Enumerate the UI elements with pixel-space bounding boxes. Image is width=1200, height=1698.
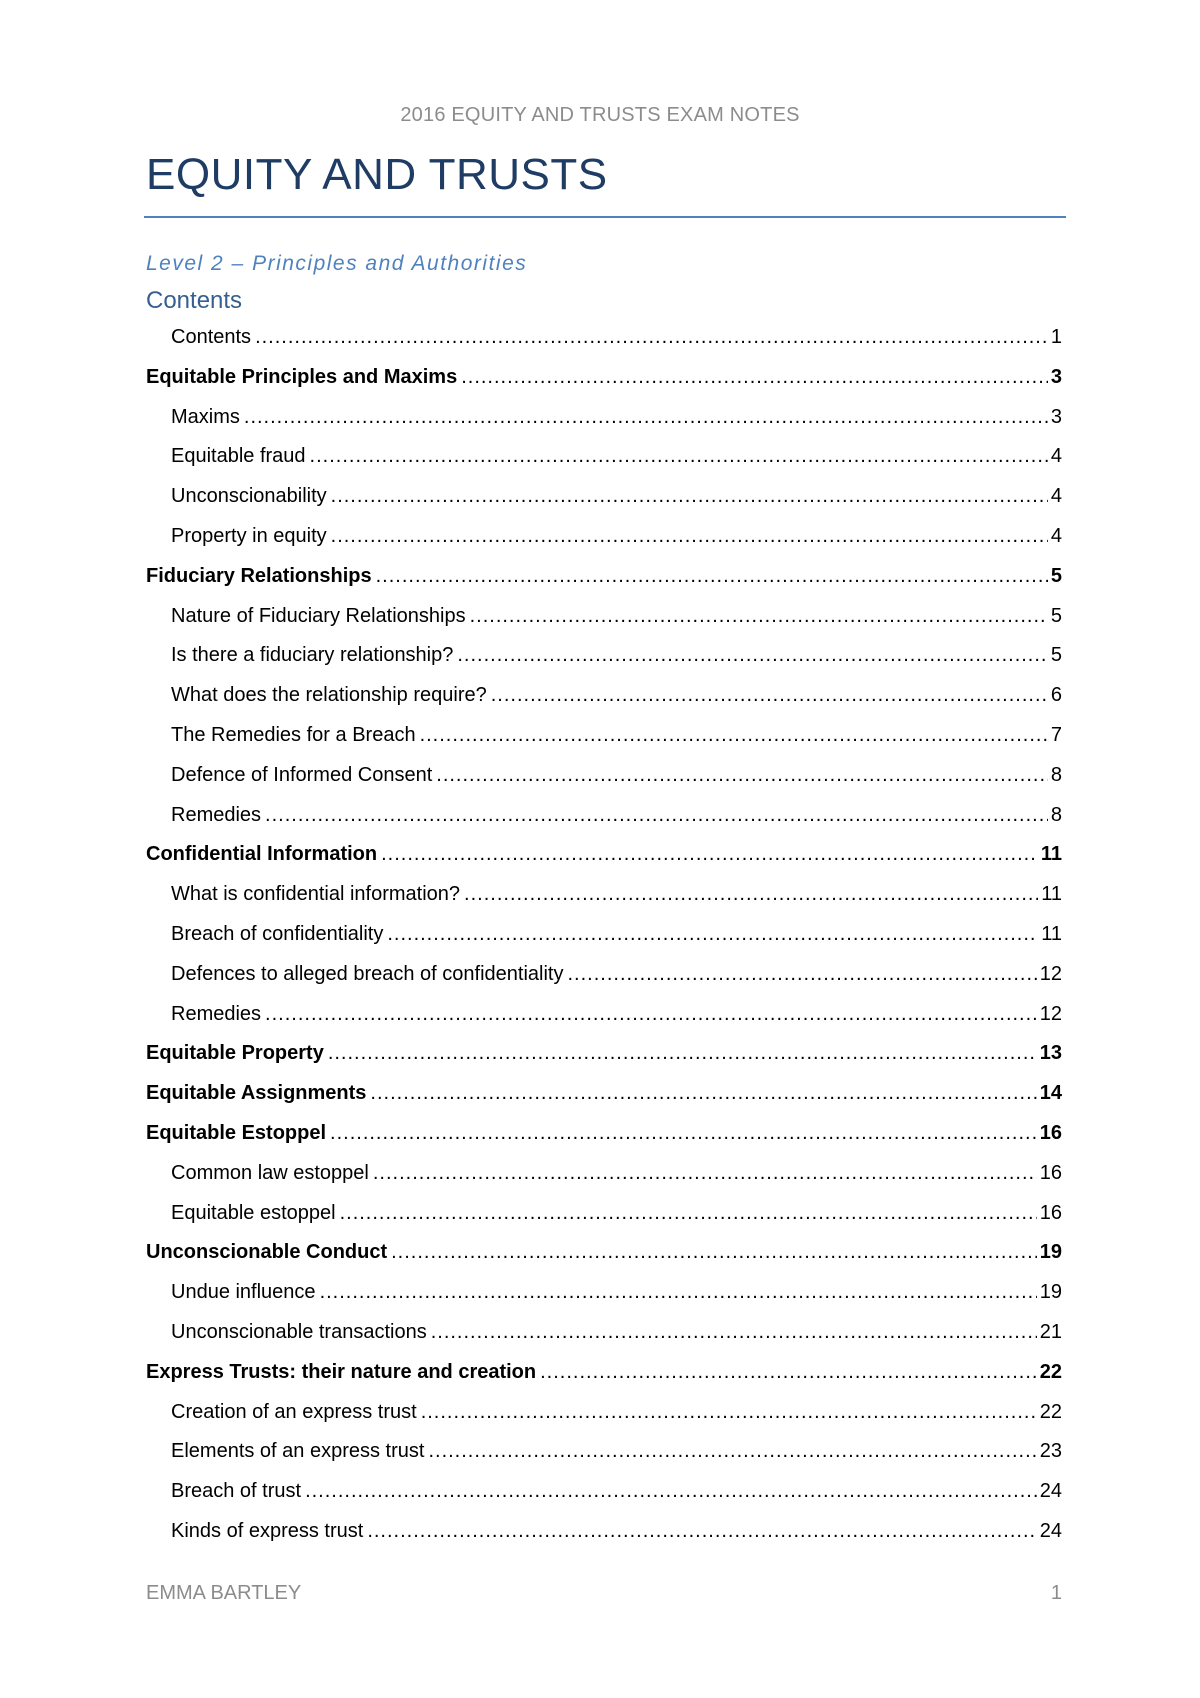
toc-entry-page-number[interactable]: 13 [1039, 1042, 1062, 1065]
toc-subsection-entry[interactable] [146, 517, 1062, 557]
toc-entry-label[interactable]: Elements of an express trust [171, 1440, 425, 1463]
toc-dot-leader [381, 835, 1038, 875]
toc-entry-label[interactable]: What does the relationship require? [171, 684, 487, 707]
toc-entry-page-number[interactable]: 16 [1039, 1121, 1062, 1144]
toc-entry-page-number[interactable]: 12 [1039, 1002, 1062, 1025]
toc-dot-leader [464, 875, 1038, 915]
toc-dot-leader [421, 1393, 1037, 1433]
toc-subsection-entry[interactable] [146, 1393, 1062, 1433]
toc-dot-leader [491, 676, 1048, 716]
toc-subsection-entry[interactable] [146, 676, 1062, 716]
document-subtitle: Level 2 – Principles and Authorities [146, 252, 528, 275]
toc-dot-leader [567, 955, 1036, 995]
toc-entry-page-number[interactable]: 24 [1039, 1519, 1062, 1542]
toc-entry-page-number[interactable]: 14 [1039, 1082, 1062, 1105]
toc-dot-leader [461, 358, 1048, 398]
toc-entry-label[interactable]: What is confidential information? [171, 883, 461, 906]
toc-entry-page-number[interactable]: 5 [1050, 644, 1062, 667]
toc-subsection-entry[interactable] [146, 1432, 1062, 1472]
toc-dot-leader [255, 318, 1048, 358]
toc-entry-label[interactable]: Remedies [171, 1002, 262, 1025]
toc-subsection-entry[interactable] [146, 1194, 1062, 1234]
toc-entry-page-number[interactable]: 11 [1041, 922, 1062, 945]
toc-dot-leader [387, 915, 1038, 955]
title-underline [144, 216, 1066, 218]
toc-entry-page-number[interactable]: 3 [1050, 365, 1062, 388]
toc-dot-leader [331, 477, 1048, 517]
toc-dot-leader [373, 1154, 1037, 1194]
toc-subsection-entry[interactable] [146, 955, 1062, 995]
toc-entry-label[interactable]: Undue influence [171, 1281, 316, 1304]
toc-entry-label[interactable]: Maxims [171, 405, 240, 428]
toc-heading: Contents [146, 287, 243, 314]
toc-entry-label[interactable]: Unconscionability [171, 485, 327, 508]
toc-entry-label[interactable]: Equitable Assignments [146, 1082, 367, 1105]
toc-section-entry[interactable] [146, 1114, 1062, 1154]
toc-entry-page-number[interactable]: 7 [1050, 723, 1062, 746]
toc-entry-page-number[interactable]: 4 [1050, 485, 1062, 508]
toc-entry-page-number[interactable]: 11 [1040, 843, 1062, 866]
toc-section-entry[interactable] [146, 1233, 1062, 1273]
toc-subsection-entry[interactable] [146, 437, 1062, 477]
footer-author: EMMA BARTLEY [146, 1582, 302, 1604]
toc-subsection-entry[interactable] [146, 1273, 1062, 1313]
toc-entry-page-number[interactable]: 22 [1039, 1400, 1062, 1423]
toc-entry-label[interactable]: Contents [171, 326, 252, 348]
toc-entry-label[interactable]: Breach of trust [171, 1480, 302, 1503]
toc-subsection-entry[interactable] [146, 995, 1062, 1035]
toc-entry-label[interactable]: Property in equity [171, 524, 327, 547]
toc-entry-label[interactable]: Unconscionable Conduct [146, 1241, 388, 1264]
toc-dot-leader [310, 437, 1048, 477]
toc-dot-leader [470, 597, 1048, 637]
toc-dot-leader [436, 756, 1048, 796]
toc-subsection-entry[interactable] [146, 875, 1062, 915]
toc-entry-label[interactable]: Breach of confidentiality [171, 922, 384, 945]
toc-entry-label[interactable]: Equitable Principles and Maxims [146, 365, 458, 388]
toc-entry-page-number[interactable]: 16 [1039, 1201, 1062, 1224]
toc-entry-label[interactable]: Express Trusts: their nature and creation [146, 1360, 537, 1383]
toc-section-entry[interactable] [146, 1034, 1062, 1074]
toc-subsection-entry[interactable] [146, 756, 1062, 796]
toc-subsection-entry[interactable] [146, 318, 1062, 358]
toc-dot-leader [376, 557, 1048, 597]
toc-entry-page-number[interactable]: 12 [1039, 962, 1062, 985]
table-of-contents [146, 318, 1062, 1552]
toc-dot-leader [265, 796, 1048, 836]
toc-dot-leader [540, 1353, 1037, 1393]
toc-section-entry[interactable] [146, 1353, 1062, 1393]
running-header: 2016 EQUITY AND TRUSTS EXAM NOTES [400, 104, 800, 126]
toc-entry-page-number[interactable]: 16 [1039, 1161, 1062, 1184]
toc-entry-label[interactable]: Unconscionable transactions [171, 1320, 427, 1343]
toc-subsection-entry[interactable] [146, 1472, 1062, 1512]
toc-entry-label[interactable]: Defence of Informed Consent [171, 763, 433, 786]
toc-entry-label[interactable]: Equitable fraud [171, 445, 306, 468]
toc-entry-page-number[interactable]: 6 [1050, 684, 1062, 707]
toc-subsection-entry[interactable] [146, 1512, 1062, 1552]
toc-entry-label[interactable]: Creation of an express trust [171, 1400, 417, 1423]
toc-subsection-entry[interactable] [146, 1313, 1062, 1353]
toc-section-entry[interactable] [146, 1074, 1062, 1114]
toc-entry-label[interactable]: Equitable estoppel [171, 1201, 336, 1224]
toc-entry-page-number[interactable]: 24 [1039, 1480, 1062, 1503]
toc-entry-page-number[interactable]: 8 [1050, 763, 1062, 786]
footer-page-number: 1 [1050, 1582, 1062, 1604]
toc-dot-leader [331, 517, 1048, 557]
toc-entry-page-number[interactable]: 11 [1041, 883, 1062, 906]
toc-entry-label[interactable]: Remedies [171, 803, 262, 826]
toc-entry-label[interactable]: Kinds of express trust [171, 1519, 364, 1542]
toc-entry-label[interactable]: Fiduciary Relationships [146, 564, 372, 587]
toc-entry-page-number[interactable]: 19 [1039, 1241, 1062, 1264]
toc-subsection-entry[interactable] [146, 636, 1062, 676]
toc-entry-page-number[interactable]: 22 [1039, 1360, 1062, 1383]
toc-dot-leader [370, 1074, 1036, 1114]
document-title: EQUITY AND TRUSTS [146, 150, 608, 199]
toc-dot-leader [367, 1512, 1036, 1552]
toc-dot-leader [265, 995, 1037, 1035]
toc-entry-page-number[interactable]: 1 [1050, 326, 1062, 348]
toc-subsection-entry[interactable] [146, 796, 1062, 836]
toc-entry-label[interactable]: Equitable Estoppel [146, 1121, 327, 1144]
toc-entry-label[interactable]: Common law estoppel [171, 1161, 369, 1184]
toc-dot-leader [305, 1472, 1037, 1512]
toc-entry-page-number[interactable]: 3 [1050, 405, 1062, 428]
toc-entry-page-number[interactable]: 8 [1050, 803, 1062, 826]
toc-entry-label[interactable]: Nature of Fiduciary Relationships [171, 604, 466, 627]
toc-dot-leader [431, 1313, 1037, 1353]
toc-entry-page-number[interactable]: 23 [1039, 1440, 1062, 1463]
toc-dot-leader [340, 1194, 1037, 1234]
toc-subsection-entry[interactable] [146, 915, 1062, 955]
toc-entry-label[interactable]: Defences to alleged breach of confidentiality [171, 962, 564, 985]
toc-entry-page-number[interactable]: 4 [1050, 524, 1062, 547]
toc-dot-leader [330, 1114, 1037, 1154]
toc-subsection-entry[interactable] [146, 716, 1062, 756]
toc-section-entry[interactable] [146, 557, 1062, 597]
toc-subsection-entry[interactable] [146, 477, 1062, 517]
toc-dot-leader [391, 1233, 1037, 1273]
toc-dot-leader [328, 1034, 1037, 1074]
toc-entry-page-number[interactable]: 5 [1050, 604, 1062, 627]
toc-entry-label[interactable]: Confidential Information [146, 843, 378, 866]
toc-subsection-entry[interactable] [146, 398, 1062, 438]
toc-entry-page-number[interactable]: 5 [1050, 564, 1062, 587]
toc-subsection-entry[interactable] [146, 1154, 1062, 1194]
toc-dot-leader [457, 636, 1048, 676]
toc-section-entry[interactable] [146, 358, 1062, 398]
toc-subsection-entry[interactable] [146, 597, 1062, 637]
toc-entry-page-number[interactable]: 19 [1039, 1281, 1062, 1304]
toc-dot-leader [320, 1273, 1037, 1313]
toc-entry-page-number[interactable]: 21 [1039, 1320, 1062, 1343]
toc-entry-label[interactable]: Is there a fiduciary relationship? [171, 644, 454, 667]
toc-dot-leader [244, 398, 1048, 438]
toc-dot-leader [428, 1432, 1036, 1472]
toc-entry-label[interactable]: The Remedies for a Breach [171, 723, 416, 746]
toc-entry-label[interactable]: Equitable Property [146, 1042, 324, 1065]
toc-dot-leader [420, 716, 1048, 756]
toc-section-entry[interactable] [146, 835, 1062, 875]
toc-entry-page-number[interactable]: 4 [1050, 445, 1062, 468]
